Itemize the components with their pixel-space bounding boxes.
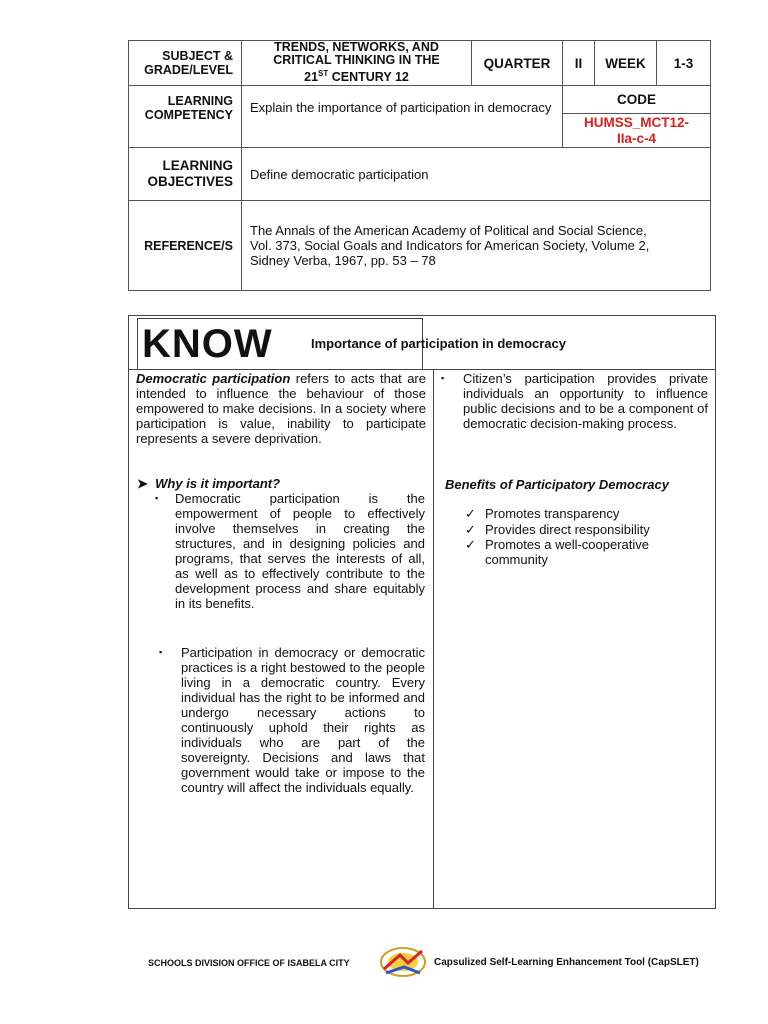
square-bullet-icon: ▪: [159, 647, 163, 657]
check-icon: ✓: [465, 537, 476, 552]
know-title: KNOW: [142, 321, 273, 366]
know-subtitle: Importance of participation in democracy: [311, 336, 566, 351]
square-bullet-icon: ▪: [441, 373, 445, 383]
footer-division: SCHOOLS DIVISION OFFICE OF ISABELA CITY: [148, 958, 350, 968]
code-value: HUMSS_MCT12- IIa-c-4: [563, 114, 711, 148]
objectives-value: Define democratic participation: [242, 148, 711, 201]
competency-value: Explain the importance of participation in democracy: [242, 86, 563, 148]
check-icon: ✓: [465, 506, 476, 521]
capslet-logo: [378, 945, 428, 979]
objectives-label: LEARNING OBJECTIVES: [129, 148, 242, 201]
lesson-header-table: [128, 40, 711, 291]
code-label: CODE: [563, 86, 711, 114]
why-heading: ➤ Why is it important?: [137, 476, 281, 491]
square-bullet-icon: ▪: [155, 493, 159, 503]
benefit-item: Promotes transparency: [485, 506, 620, 521]
reference-label: REFERENCE/S: [129, 201, 242, 291]
week-value: 1-3: [657, 41, 711, 86]
why-bullet-2: Participation in democracy or democratic practices is a right bestowed to the people living in a democratic country. Every individual has the right to be informed and undergo necessary actions to continuously uphold their rights as individuals who are part of the sovereignty. Decisions and laws that government would take or impose to the country will affect the individuals equally.: [181, 645, 425, 795]
quarter-label: QUARTER: [472, 41, 563, 86]
footer-tool-name: Capsulized Self-Learning Enhancement Tool (CapSLET): [434, 957, 699, 968]
definition-text: refers to acts that are intended to influence the behaviour of those empowered to make decisions. In a society where participation is value, inability to participate represents a severe deprivation.: [136, 371, 426, 446]
arrow-bullet-icon: ➤: [137, 476, 148, 491]
definition-paragraph: [136, 371, 426, 446]
reference-value: The Annals of the American Academy of Political and Social Science, Vol. 373, Social Goals and Indicators for American Society, Volume 2, Sidney Verba, 1967, pp. 53 – 78: [242, 201, 711, 291]
why-bullet-1: Democratic participation is the empowerment of people to effectively involve themselves in creating the structures, and in designing policies and programs, that serves the interests of all, as well as to effectively contribute to the development process and share equitably in its benefits.: [175, 491, 425, 611]
citizen-bullet: Citizen’s participation provides private individuals an opportunity to influence public decisions and to be a component of democratic decision-making process.: [463, 371, 708, 431]
benefits-heading: Benefits of Participatory Democracy: [445, 477, 669, 492]
know-section: [128, 315, 716, 909]
benefit-item: Promotes a well-cooperative community: [485, 537, 650, 567]
benefit-item: Provides direct responsibility: [485, 522, 650, 537]
subject-label: SUBJECT & GRADE/LEVEL: [129, 41, 242, 86]
quarter-value: II: [563, 41, 595, 86]
week-label: WEEK: [595, 41, 657, 86]
divider: [129, 369, 715, 370]
subject-value: TRENDS, NETWORKS, AND CRITICAL THINKING IN THE 21ST CENTURY 12: [242, 41, 472, 86]
column-divider: [433, 369, 434, 908]
check-icon: ✓: [465, 522, 476, 537]
competency-label: LEARNING COMPETENCY: [129, 86, 242, 148]
definition-term: Democratic participation: [136, 371, 291, 386]
